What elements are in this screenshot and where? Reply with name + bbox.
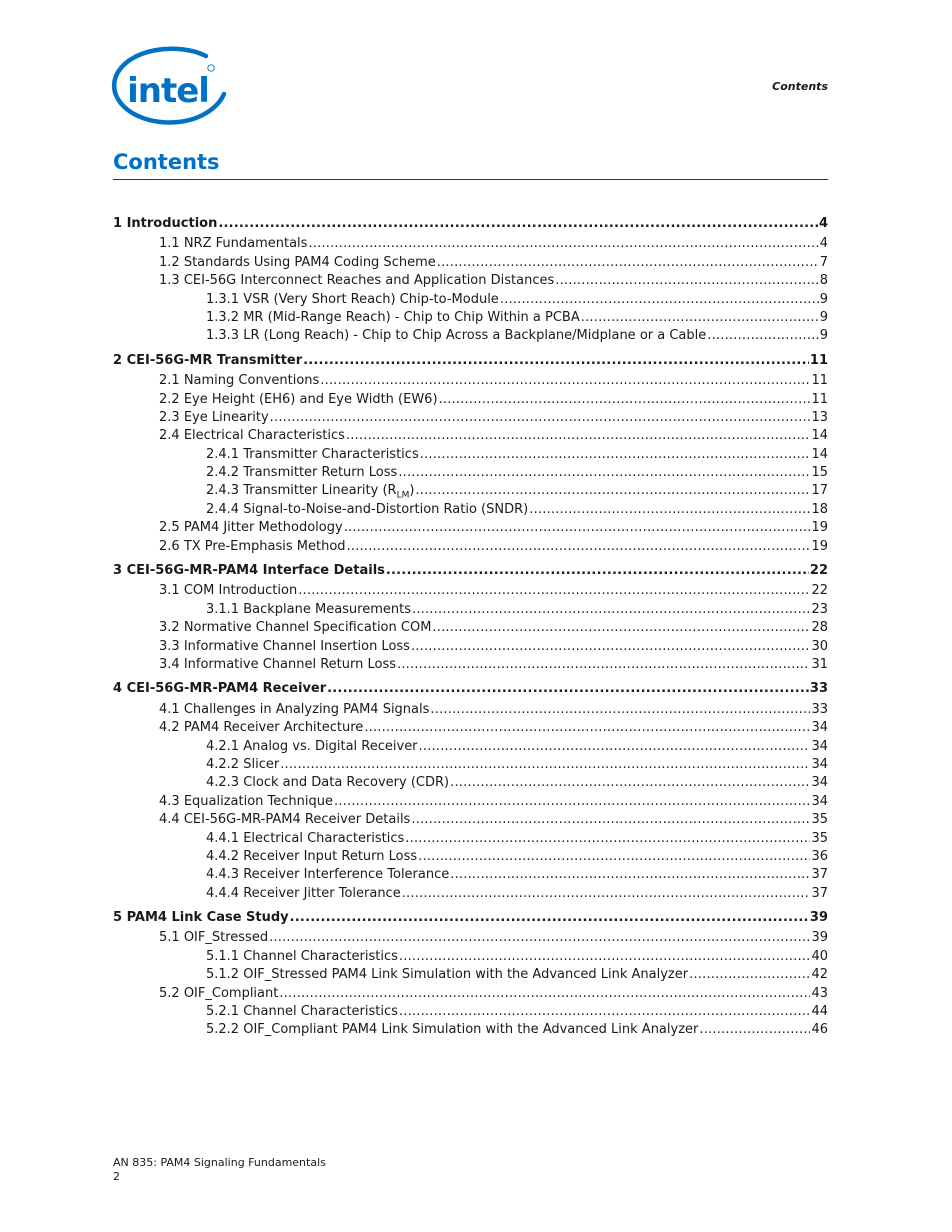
toc-entry-number: 3.1.1 [206, 601, 240, 617]
toc-page-number: 34 [811, 775, 828, 791]
toc-dot-leader [298, 582, 810, 600]
toc-entry-text: Receiver Input Return Loss [243, 848, 418, 864]
toc-section-entry[interactable] [113, 656, 828, 674]
toc-entry-number: 5 [113, 910, 123, 926]
toc-entry-number: 1.3.1 [206, 291, 240, 307]
toc-entry-text: TX Pre-Emphasis Method [183, 538, 346, 554]
toc-entry-text: Transmitter Return Loss [243, 465, 398, 481]
toc-page-number: 43 [811, 985, 828, 1001]
toc-dot-leader [334, 793, 810, 811]
toc-dot-leader [405, 830, 810, 848]
toc-entry-number: 4.2.3 [206, 775, 240, 791]
toc-dot-leader [689, 966, 810, 984]
toc-dot-leader [270, 409, 811, 427]
toc-entry-text: Naming Conventions [183, 373, 320, 389]
toc-page-number: 22 [809, 563, 828, 579]
toc-entry-text: NRZ Fundamentals [183, 236, 308, 252]
toc-subsection-entry[interactable] [113, 866, 828, 884]
toc-entry-number: 3.3 [159, 638, 180, 654]
toc-section-entry[interactable] [113, 929, 828, 947]
toc-entry-title [206, 948, 398, 966]
toc-entry-title [206, 774, 449, 792]
toc-subsection-entry[interactable] [113, 327, 828, 345]
toc-entry-number: 2.4.2 [206, 465, 240, 481]
toc-entry-title [159, 519, 343, 537]
logo-wordmark: intel [127, 71, 209, 111]
toc-entry-title [206, 601, 411, 619]
toc-entry-number: 5.1.1 [206, 948, 240, 964]
toc-section-entry[interactable] [113, 235, 828, 253]
toc-entry-text: OIF_Stressed [183, 930, 269, 946]
toc-entry-number: 5.1 [159, 930, 180, 946]
toc-subsection-entry[interactable] [113, 464, 828, 482]
toc-dot-leader [430, 701, 810, 719]
page-footer [113, 1156, 326, 1184]
toc-entry-text: PAM4 Jitter Methodology [183, 520, 343, 536]
toc-entry-number: 2.3 [159, 409, 180, 425]
toc-page-number: 4 [819, 236, 828, 252]
toc-page-number: 34 [811, 720, 828, 736]
toc-dot-leader [344, 519, 811, 537]
toc-entry-title [159, 235, 307, 253]
toc-entry-number: 3.2 [159, 620, 180, 636]
toc-entry-title [113, 680, 326, 698]
toc-entry-title [159, 719, 363, 737]
toc-entry-number: 4.2.1 [206, 738, 240, 754]
toc-page-number: 40 [811, 948, 828, 964]
toc-entry-text: CEI-56G Interconnect Reaches and Application Distances [183, 273, 555, 289]
toc-dot-leader [412, 601, 810, 619]
toc-entry-title [159, 793, 333, 811]
toc-entry-text: Backplane Measurements [243, 601, 411, 617]
toc-page-number: 14 [811, 428, 828, 444]
toc-entry-title [159, 656, 396, 674]
toc-page-number: 36 [811, 848, 828, 864]
toc-entry-number: 4.4 [159, 812, 180, 828]
toc-subsection-entry[interactable] [113, 738, 828, 756]
toc-section-entry[interactable] [113, 793, 828, 811]
toc-entry-text: OIF_Stressed PAM4 Link Simulation with the Advanced Link Analyzer [243, 967, 689, 983]
toc-dot-leader [707, 327, 818, 345]
toc-entry-text: Receiver Jitter Tolerance [243, 885, 401, 901]
toc-page-number: 42 [811, 967, 828, 983]
toc-entry-text: Transmitter Linearity (R [243, 483, 397, 499]
toc-entry-title [206, 309, 580, 327]
toc-entry-number: 1.3.2 [206, 309, 240, 325]
toc-section-entry[interactable] [113, 254, 828, 272]
toc-section-entry[interactable] [113, 391, 828, 409]
toc-page-number: 37 [811, 867, 828, 883]
toc-entry-number: 2.4.1 [206, 446, 240, 462]
toc-section-entry[interactable] [113, 811, 828, 829]
page-title: Contents [113, 150, 220, 174]
toc-entry-title [206, 738, 418, 756]
toc-page-number: 9 [819, 328, 828, 344]
toc-entry-text: Channel Characteristics [243, 1004, 398, 1020]
toc-entry-number: 5.2.1 [206, 1004, 240, 1020]
toc-dot-leader [347, 538, 811, 556]
toc-entry-title [159, 372, 319, 390]
toc-section-entry[interactable] [113, 538, 828, 556]
toc-entry-title [159, 427, 345, 445]
toc-entry-text: VSR (Very Short Reach) Chip-to-Module [243, 291, 499, 307]
toc-entry-number: 4.2 [159, 720, 180, 736]
toc-section-entry[interactable] [113, 272, 828, 290]
toc-entry-text: Standards Using PAM4 Coding Scheme [183, 254, 436, 270]
toc-entry-title [206, 1003, 398, 1021]
toc-page-number: 31 [811, 656, 828, 672]
toc-entry-title [113, 215, 217, 233]
toc-page-number: 35 [811, 812, 828, 828]
toc-page-number: 39 [809, 910, 828, 926]
toc-entry-text: OIF_Compliant PAM4 Link Simulation with the Advanced Link Analyzer [243, 1022, 699, 1038]
toc-entry-title [206, 866, 449, 884]
toc-entry-title [159, 811, 410, 829]
toc-entry-title [113, 352, 302, 370]
toc-subsection-entry[interactable] [113, 1021, 828, 1039]
toc-page-number: 30 [811, 638, 828, 654]
toc-entry-title [206, 501, 528, 519]
toc-page-number: 39 [811, 930, 828, 946]
toc-page-number: 35 [811, 830, 828, 846]
toc-dot-leader [437, 254, 819, 272]
toc-entry-number: 4.4.3 [206, 867, 240, 883]
toc-entry-number: 4 [113, 681, 123, 697]
toc-dot-leader [320, 372, 810, 390]
toc-section-entry[interactable] [113, 701, 828, 719]
toc-subsection-entry[interactable] [113, 1003, 828, 1021]
intel-logo [108, 46, 228, 128]
toc-entry-text: LR (Long Reach) - Chip to Chip Across a Backplane/Midplane or a Cable [243, 328, 707, 344]
toc-entry-number: 3 [113, 563, 123, 579]
toc-entry-number: 2.1 [159, 373, 180, 389]
toc-subsection-entry[interactable] [113, 309, 828, 327]
toc-entry-title [206, 885, 401, 903]
toc-entry-title [159, 538, 346, 556]
toc-entry-text: Informative Channel Return Loss [183, 656, 396, 672]
toc-subsection-entry[interactable] [113, 756, 828, 774]
toc-dot-leader [581, 309, 819, 327]
toc-page-number: 7 [819, 254, 828, 270]
registered-mark [208, 65, 214, 71]
toc-entry-title [206, 848, 417, 866]
toc-page-number: 28 [811, 620, 828, 636]
toc-subsection-entry[interactable] [113, 966, 828, 984]
toc-entry-text: Signal-to-Noise-and-Distortion Ratio (SNDR) [243, 501, 529, 517]
toc-dot-leader [555, 272, 818, 290]
toc-dot-leader [399, 1003, 811, 1021]
toc-entry-number: 2 [113, 352, 123, 368]
toc-entry-title [206, 1021, 698, 1039]
toc-dot-leader [450, 774, 810, 792]
toc-dot-leader [280, 756, 810, 774]
toc-subsection-entry[interactable] [113, 482, 828, 500]
running-header: Contents [772, 80, 828, 93]
toc-page-number: 13 [811, 409, 828, 425]
toc-page-number: 9 [819, 291, 828, 307]
toc-section-entry[interactable] [113, 582, 828, 600]
toc-entry-title [113, 909, 289, 927]
toc-entry-text: Electrical Characteristics [243, 830, 405, 846]
toc-dot-leader [303, 352, 809, 370]
toc-entry-text: COM Introduction [183, 583, 298, 599]
toc-entry-title [159, 272, 554, 290]
toc-section-entry[interactable] [113, 519, 828, 537]
toc-entry-title [113, 562, 385, 580]
toc-entry-number: 4.4.4 [206, 885, 240, 901]
toc-page-number: 34 [811, 756, 828, 772]
footer-page-number: 2 [113, 1170, 120, 1183]
toc-entry-title [159, 985, 278, 1003]
toc-entry-number: 4.4.2 [206, 848, 240, 864]
toc-entry-number: 1.3 [159, 273, 180, 289]
toc-entry-title [206, 446, 419, 464]
toc-chapter-entry[interactable] [113, 562, 828, 581]
toc-dot-leader [432, 619, 810, 637]
toc-entry-number: 2.6 [159, 538, 180, 554]
toc-entry-text: Clock and Data Recovery (CDR) [243, 775, 450, 791]
toc-entry-number: 2.4.4 [206, 501, 240, 517]
toc-dot-leader [418, 848, 810, 866]
toc-entry-text: Receiver Interference Tolerance [243, 867, 450, 883]
toc-entry-title [206, 966, 688, 984]
toc-entry-title [159, 582, 297, 600]
toc-dot-leader [218, 215, 818, 233]
toc-dot-leader [699, 1021, 810, 1039]
toc-section-entry[interactable] [113, 619, 828, 637]
toc-entry-text: CEI-56G-MR-PAM4 Receiver Details [183, 812, 411, 828]
toc-page-number: 19 [811, 520, 828, 536]
toc-dot-leader [397, 656, 810, 674]
toc-dot-leader [402, 885, 811, 903]
toc-entry-title [206, 756, 279, 774]
toc-dot-leader [500, 291, 819, 309]
toc-chapter-entry[interactable] [113, 909, 828, 928]
toc-dot-leader [346, 427, 811, 445]
toc-entry-text-after: ) [409, 483, 415, 499]
toc-entry-number: 4.4.1 [206, 830, 240, 846]
toc-entry-text: Eye Height (EH6) and Eye Width (EW6) [183, 391, 438, 407]
toc-entry-number: 5.2.2 [206, 1022, 240, 1038]
toc-dot-leader [415, 482, 810, 500]
toc-entry-text: Slicer [243, 756, 280, 772]
toc-entry-title [206, 327, 706, 345]
toc-page-number: 17 [811, 483, 828, 499]
toc-page-number: 34 [811, 738, 828, 754]
toc-subsection-entry[interactable] [113, 885, 828, 903]
toc-entry-title [159, 254, 436, 272]
toc-entry-text: MR (Mid-Range Reach) - Chip to Chip Within a PCBA [243, 309, 580, 325]
toc-entry-text: Eye Linearity [183, 409, 269, 425]
toc-page-number: 14 [811, 446, 828, 462]
toc-entry-number: 3.1 [159, 583, 180, 599]
toc-entry-number: 2.2 [159, 391, 180, 407]
toc-chapter-entry[interactable] [113, 680, 828, 699]
toc-dot-leader [327, 680, 809, 698]
toc-page-number: 18 [811, 501, 828, 517]
toc-dot-leader [308, 235, 818, 253]
toc-subsection-entry[interactable] [113, 948, 828, 966]
toc-entry-number: 1.1 [159, 236, 180, 252]
toc-entry-text: OIF_Compliant [183, 985, 279, 1001]
toc-section-entry[interactable] [113, 409, 828, 427]
toc-chapter-entry[interactable] [113, 352, 828, 371]
toc-page-number: 11 [811, 391, 828, 407]
toc-dot-leader [364, 719, 810, 737]
toc-subsection-entry[interactable] [113, 830, 828, 848]
toc-entry-title [159, 929, 268, 947]
toc-page-number: 46 [811, 1022, 828, 1038]
toc-entry-subscript: LM [396, 491, 410, 501]
toc-dot-leader [419, 738, 811, 756]
toc-page-number: 11 [809, 352, 828, 368]
toc-entry-title [159, 701, 429, 719]
toc-entry-title [206, 291, 499, 309]
toc-entry-title [159, 391, 438, 409]
toc-page-number: 8 [819, 273, 828, 289]
toc-page-number: 9 [819, 309, 828, 325]
toc-subsection-entry[interactable] [113, 601, 828, 619]
toc-section-entry[interactable] [113, 372, 828, 390]
toc-entry-number: 4.1 [159, 701, 180, 717]
toc-entry-text: Introduction [126, 216, 218, 231]
toc-entry-number: 2.4 [159, 428, 180, 444]
toc-entry-number: 4.3 [159, 793, 180, 809]
toc-page-number: 11 [811, 373, 828, 389]
toc-entry-title [206, 464, 397, 482]
toc-entry-number: 4.2.2 [206, 756, 240, 772]
toc-page-number: 34 [811, 793, 828, 809]
toc-entry-title [206, 830, 404, 848]
toc-dot-leader [411, 638, 811, 656]
toc-dot-leader [439, 391, 811, 409]
toc-entry-text: Analog vs. Digital Receiver [243, 738, 418, 754]
toc-entry-text: Normative Channel Specification COM [183, 620, 432, 636]
table-of-contents [113, 215, 828, 1040]
toc-dot-leader [386, 562, 809, 580]
toc-subsection-entry[interactable] [113, 774, 828, 792]
toc-entry-text: PAM4 Link Case Study [126, 910, 289, 926]
toc-entry-number: 1.2 [159, 254, 180, 270]
toc-entry-number: 2.4.3 [206, 483, 240, 499]
toc-entry-number: 3.4 [159, 656, 180, 672]
toc-section-entry[interactable] [113, 719, 828, 737]
toc-entry-text: PAM4 Receiver Architecture [183, 720, 364, 736]
toc-page-number: 23 [811, 601, 828, 617]
toc-dot-leader [411, 811, 810, 829]
toc-dot-leader [279, 985, 810, 1003]
toc-dot-leader [290, 909, 809, 927]
toc-entry-text: Electrical Characteristics [183, 428, 345, 444]
toc-entry-title [159, 619, 431, 637]
toc-dot-leader [398, 464, 810, 482]
toc-entry-text: CEI-56G-MR-PAM4 Receiver [126, 681, 327, 697]
toc-entry-number: 1.3.3 [206, 328, 240, 344]
title-divider [113, 179, 828, 180]
toc-page-number: 33 [811, 701, 828, 717]
footer-document-title: AN 835: PAM4 Signaling Fundamentals [113, 1156, 326, 1169]
toc-dot-leader [399, 948, 811, 966]
toc-entry-text: CEI-56G-MR-PAM4 Interface Details [126, 563, 385, 579]
toc-entry-title [159, 638, 410, 656]
toc-page-number: 4 [818, 216, 828, 231]
toc-entry-text: Challenges in Analyzing PAM4 Signals [183, 701, 430, 717]
toc-entry-text: CEI-56G-MR Transmitter [126, 352, 303, 368]
toc-section-entry[interactable] [113, 985, 828, 1003]
toc-page-number: 44 [811, 1004, 828, 1020]
toc-entry-number: 2.5 [159, 520, 180, 536]
toc-entry-text: Channel Characteristics [243, 948, 398, 964]
toc-entry-text: Informative Channel Insertion Loss [183, 638, 410, 654]
toc-dot-leader [450, 866, 810, 884]
toc-entry-number: 5.2 [159, 985, 180, 1001]
toc-subsection-entry[interactable] [113, 446, 828, 464]
toc-entry-title [159, 409, 269, 427]
toc-page-number: 33 [809, 681, 828, 697]
toc-chapter-entry[interactable] [113, 215, 828, 234]
toc-entry-number: 1 [113, 216, 123, 231]
toc-dot-leader [529, 501, 810, 519]
toc-page-number: 22 [811, 583, 828, 599]
toc-section-entry[interactable] [113, 427, 828, 445]
toc-entry-text: Equalization Technique [183, 793, 334, 809]
toc-page-number: 15 [811, 465, 828, 481]
toc-dot-leader [420, 446, 811, 464]
toc-entry-title [206, 482, 414, 500]
toc-page-number: 37 [811, 885, 828, 901]
toc-entry-number: 5.1.2 [206, 967, 240, 983]
toc-subsection-entry[interactable] [113, 501, 828, 519]
toc-section-entry[interactable] [113, 638, 828, 656]
toc-entry-text: Transmitter Characteristics [243, 446, 419, 462]
toc-dot-leader [269, 929, 810, 947]
toc-subsection-entry[interactable] [113, 848, 828, 866]
toc-subsection-entry[interactable] [113, 291, 828, 309]
toc-page-number: 19 [811, 538, 828, 554]
